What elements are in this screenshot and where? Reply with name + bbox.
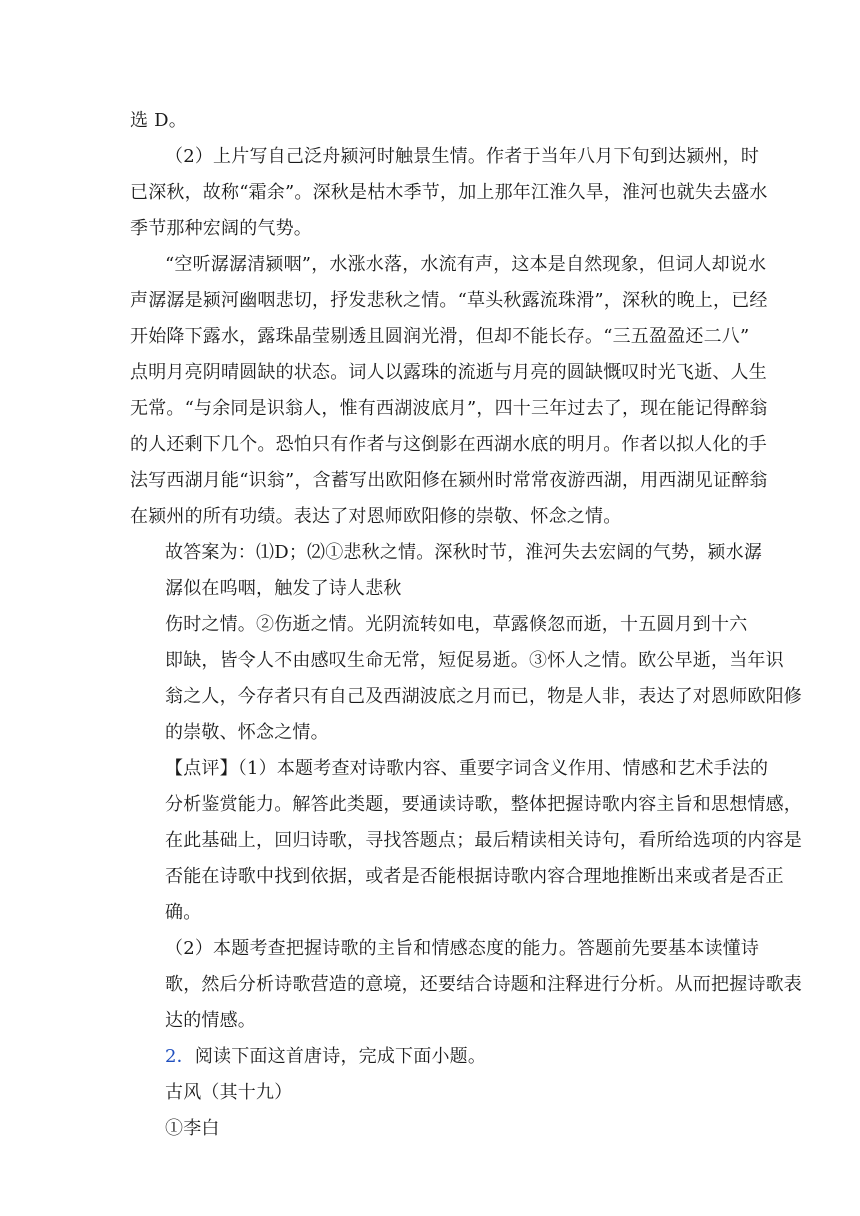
- answer-line: 翁之人，今存者只有自己及西湖波底之月而已，物是人非，表达了对恩师欧阳修: [165, 686, 802, 707]
- text-line: 开始降下露水，露珠晶莹剔透且圆润光滑，但却不能长存。“三五盈盈还二八”: [130, 326, 750, 347]
- comment-line: 分析鉴赏能力。解答此类题，要通读诗歌，整体把握诗歌内容主旨和思想情感，: [165, 794, 802, 815]
- comment-line: 在此基础上，回归诗歌，寻找答题点；最后精读相关诗句，看所给选项的内容是: [165, 830, 802, 851]
- text-line: 无常。“与余同是识翁人，惟有西湖波底月”，四十三年过去了，现在能记得醉翁: [130, 398, 768, 419]
- text-line: （2）上片写自己泛舟颍河时触景生情。作者于当年八月下旬到达颍州，时: [165, 146, 760, 167]
- text-line: 的人还剩下几个。恐怕只有作者与这倒影在西湖水底的明月。作者以拟人化的手: [130, 434, 767, 455]
- text-line: 季节那种宏阔的气势。: [130, 218, 312, 239]
- answer-line: 即缺，皆令人不由感叹生命无常，短促易逝。③怀人之情。欧公早逝，当年识: [165, 650, 784, 671]
- answer-line: 潺似在呜咽，触发了诗人悲秋: [165, 578, 402, 599]
- text-line: 已深秋，故称“霜余”。深秋是枯木季节，加上那年江淮久旱，淮河也就失去盛水: [130, 182, 768, 203]
- poem-author: ①李白: [165, 1118, 220, 1139]
- text-line: 在颍州的所有功绩。表达了对恩师欧阳修的崇敬、怀念之情。: [130, 506, 622, 527]
- comment-line: 歌，然后分析诗歌营造的意境，还要结合诗题和注释进行分析。从而把握诗歌表: [165, 974, 802, 995]
- text-line: 点明月亮阴晴圆缺的状态。词人以露珠的流逝与月亮的圆缺慨叹时光飞逝、人生: [130, 362, 767, 383]
- text-line: “空听潺潺清颍咽”，水涨水落，水流有声，这本是自然现象，但词人却说水: [165, 254, 767, 275]
- comment-line: 否能在诗歌中找到依据，或者是否能根据诗歌内容合理地推断出来或者是否正: [165, 866, 784, 887]
- text-line: 声潺潺是颍河幽咽悲切，抒发悲秋之情。“草头秋露流珠滑”，深秋的晚上，已经: [130, 290, 768, 311]
- comment-line: 达的情感。: [165, 1010, 256, 1031]
- answer-line: 伤时之情。②伤逝之情。光阴流转如电，草露倏忽而逝，十五圆月到十六: [165, 614, 748, 635]
- poem-title: 古风（其十九）: [165, 1082, 293, 1103]
- question-heading: [165, 1045, 486, 1069]
- comment-line: 【点评】（1）本题考查对诗歌内容、重要字词含义作用、情感和艺术手法的: [165, 758, 769, 779]
- comment-line: （2）本题考查把握诗歌的主旨和情感态度的能力。答题前先要基本读懂诗: [165, 938, 760, 959]
- question-number: 2．: [165, 1046, 195, 1067]
- question-text: 阅读下面这首唐诗，完成下面小题。: [194, 1046, 487, 1067]
- text-line: 选 D。: [130, 110, 187, 131]
- answer-line: 故答案为：⑴D；⑵①悲秋之情。深秋时节，淮河失去宏阔的气势，颍水潺: [165, 542, 763, 563]
- text-line: 法写西湖月能“识翁”，含蓄写出欧阳修在颍州时常常夜游西湖，用西湖见证醉翁: [130, 470, 768, 491]
- comment-line: 确。: [165, 902, 202, 923]
- answer-line: 的崇敬、怀念之情。: [165, 722, 329, 743]
